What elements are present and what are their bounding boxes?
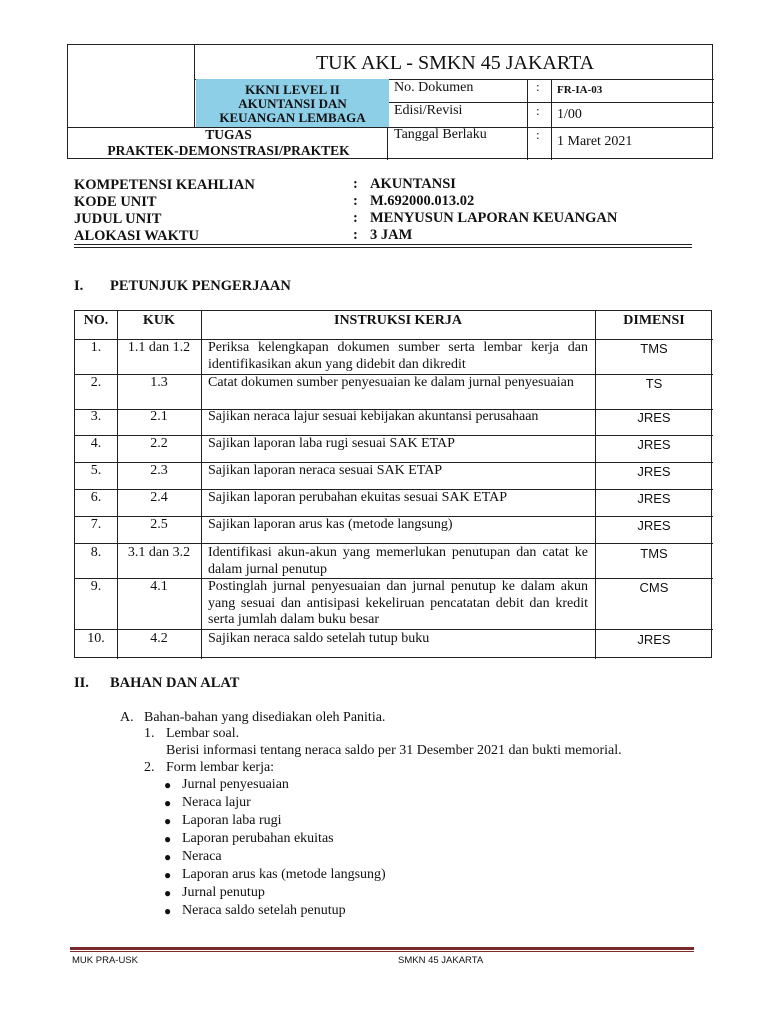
- section-1-title: PETUNJUK PENGERJAAN: [110, 278, 291, 294]
- section-2-number: II.: [74, 675, 89, 691]
- row-4-instruksi: Sajikan laporan laba rugi sesuai SAK ETAP: [208, 436, 455, 451]
- bullet-icon: ●: [164, 814, 172, 828]
- tugas-label: [68, 127, 389, 159]
- item-2-number: 2.: [144, 760, 155, 775]
- row-9-dimensi: CMS: [639, 580, 669, 595]
- row-3-instruksi: Sajikan neraca lajur sesuai kebijakan akuntansi perusahaan: [208, 409, 539, 424]
- edisi-value: 1/00: [557, 107, 582, 122]
- tugas-line-1: TUGAS: [205, 127, 252, 142]
- row-8-dimensi: TMS: [640, 546, 668, 561]
- colon: :: [353, 227, 358, 243]
- colon: :: [353, 210, 358, 226]
- bullet-item: Neraca saldo setelah penutup: [182, 903, 346, 918]
- kkni-line-3: KEUANGAN LEMBAGA: [219, 110, 366, 125]
- row-9-kuk: 4.1: [150, 579, 168, 594]
- row-5-instruksi: Sajikan laporan neraca sesuai SAK ETAP: [208, 463, 443, 478]
- tanggal-label: Tanggal Berlaku: [394, 127, 487, 142]
- row-2-kuk: 1.3: [150, 375, 168, 390]
- bullet-icon: ●: [164, 832, 172, 846]
- document-header-table: [67, 44, 713, 159]
- row-10-kuk: 4.2: [150, 631, 168, 646]
- row-10-instruksi: Sajikan neraca saldo setelah tutup buku: [208, 631, 430, 646]
- row-3-no: 3.: [90, 409, 102, 424]
- row-8-instruksi: Identifikasi akun-akun yang memerlukan penutupan dan catat ke dalam jurnal penutup: [208, 545, 588, 577]
- row-1-dimensi: TMS: [640, 341, 668, 356]
- row-4-kuk: 2.2: [150, 436, 168, 451]
- row-6-instruksi: Sajikan laporan perubahan ekuitas sesuai SAK ETAP: [208, 490, 508, 505]
- tanggal-value: 1 Maret 2021: [557, 134, 633, 149]
- info-label-judul: JUDUL UNIT: [74, 211, 162, 227]
- bullet-item: Laporan laba rugi: [182, 813, 282, 828]
- colon: :: [536, 79, 540, 94]
- info-value-kompetensi: AKUNTANSI: [370, 176, 456, 192]
- colon: :: [353, 176, 358, 192]
- row-6-no: 6.: [90, 490, 102, 505]
- info-value-kode: M.692000.013.02: [370, 193, 475, 209]
- no-dokumen-label: No. Dokumen: [394, 80, 474, 95]
- edisi-label: Edisi/Revisi: [394, 103, 463, 118]
- tugas-line-2: PRAKTEK-DEMONSTRASI/PRAKTEK: [107, 143, 350, 158]
- row-8-kuk: 3.1 dan 3.2: [127, 545, 191, 560]
- row-6-kuk: 2.4: [150, 490, 168, 505]
- bullet-item: Jurnal penutup: [182, 885, 265, 900]
- row-2-instruksi: Catat dokumen sumber penyesuaian ke dalam jurnal penyesuaian: [208, 375, 574, 390]
- row-5-dimensi: JRES: [637, 464, 671, 479]
- item-1-description: Berisi informasi tentang neraca saldo per 31 Desember 2021 dan bukti memorial.: [166, 743, 622, 758]
- row-9-instruksi: Postinglah jurnal penyesuaian dan jurnal penutup ke dalam akun yang sesuai dan antisipasi kekeliruan pencatatan debit dan kredit serta jumlah dalam buku besar: [208, 579, 588, 627]
- info-label-alokasi: ALOKASI WAKTU: [74, 228, 200, 244]
- section-1-number: I.: [74, 278, 84, 294]
- row-4-dimensi: JRES: [637, 437, 671, 452]
- footer-divider-thin: [70, 951, 694, 952]
- list-a-text: Bahan-bahan yang disediakan oleh Panitia.: [144, 710, 386, 725]
- info-value-alokasi: 3 JAM: [370, 227, 413, 243]
- row-2-no: 2.: [90, 375, 102, 390]
- row-2-dimensi: TS: [645, 376, 663, 391]
- row-10-no: 10.: [87, 631, 105, 646]
- row-3-kuk: 2.1: [150, 409, 168, 424]
- document-title: TUK AKL - SMKN 45 JAKARTA: [315, 52, 595, 74]
- item-1-number: 1.: [144, 726, 155, 741]
- bullet-item: Laporan arus kas (metode langsung): [182, 867, 386, 882]
- row-3-dimensi: JRES: [637, 410, 671, 425]
- row-1-instruksi: Periksa kelengkapan dokumen sumber serta lembar kerja dan identifikasikan akun yang didebit dan dikredit: [208, 340, 588, 372]
- col-header-kuk: KUK: [143, 313, 175, 328]
- instruction-table: [74, 310, 712, 658]
- colon: :: [536, 127, 540, 142]
- row-6-dimensi: JRES: [637, 491, 671, 506]
- bullet-icon: ●: [164, 850, 172, 864]
- bullet-icon: ●: [164, 904, 172, 918]
- row-8-no: 8.: [90, 545, 102, 560]
- info-label-kompetensi: KOMPETENSI KEAHLIAN: [74, 177, 255, 193]
- colon: :: [353, 193, 358, 209]
- bullet-icon: ●: [164, 886, 172, 900]
- kkni-label: [196, 79, 389, 127]
- bullet-item: Neraca: [182, 849, 222, 864]
- row-9-no: 9.: [90, 579, 102, 594]
- section-2-title: BAHAN DAN ALAT: [110, 675, 240, 691]
- info-label-kode: KODE UNIT: [74, 194, 157, 210]
- bullet-item: Laporan perubahan ekuitas: [182, 831, 334, 846]
- colon: :: [536, 103, 540, 118]
- kkni-line-1: KKNI LEVEL II: [245, 82, 340, 97]
- footer-left: MUK PRA-USK: [72, 955, 138, 966]
- row-7-instruksi: Sajikan laporan arus kas (metode langsung): [208, 517, 453, 532]
- list-a-label: A.: [120, 710, 134, 725]
- bullet-item: Jurnal penyesuaian: [182, 777, 289, 792]
- row-7-kuk: 2.5: [150, 517, 168, 532]
- row-4-no: 4.: [90, 436, 102, 451]
- col-header-instruksi: INSTRUKSI KERJA: [334, 313, 462, 328]
- footer-divider-thick: [70, 947, 694, 950]
- bullet-item: Neraca lajur: [182, 795, 251, 810]
- row-5-no: 5.: [90, 463, 102, 478]
- row-7-dimensi: JRES: [637, 518, 671, 533]
- info-value-judul: MENYUSUN LAPORAN KEUANGAN: [370, 210, 618, 226]
- row-7-no: 7.: [90, 517, 102, 532]
- row-1-kuk: 1.1 dan 1.2: [127, 340, 191, 355]
- bullet-icon: ●: [164, 778, 172, 792]
- bullet-icon: ●: [164, 868, 172, 882]
- double-divider: [74, 244, 692, 248]
- row-1-no: 1.: [90, 340, 102, 355]
- col-header-no: NO.: [83, 313, 109, 328]
- kkni-line-2: AKUNTANSI DAN: [238, 96, 347, 111]
- row-10-dimensi: JRES: [637, 632, 671, 647]
- row-5-kuk: 2.3: [150, 463, 168, 478]
- bullet-icon: ●: [164, 796, 172, 810]
- item-1-text: Lembar soal.: [166, 726, 240, 741]
- no-dokumen-value: FR-IA-03: [557, 84, 603, 96]
- col-header-dimensi: DIMENSI: [623, 313, 685, 328]
- footer-right: SMKN 45 JAKARTA: [398, 955, 484, 966]
- item-2-text: Form lembar kerja:: [166, 760, 275, 775]
